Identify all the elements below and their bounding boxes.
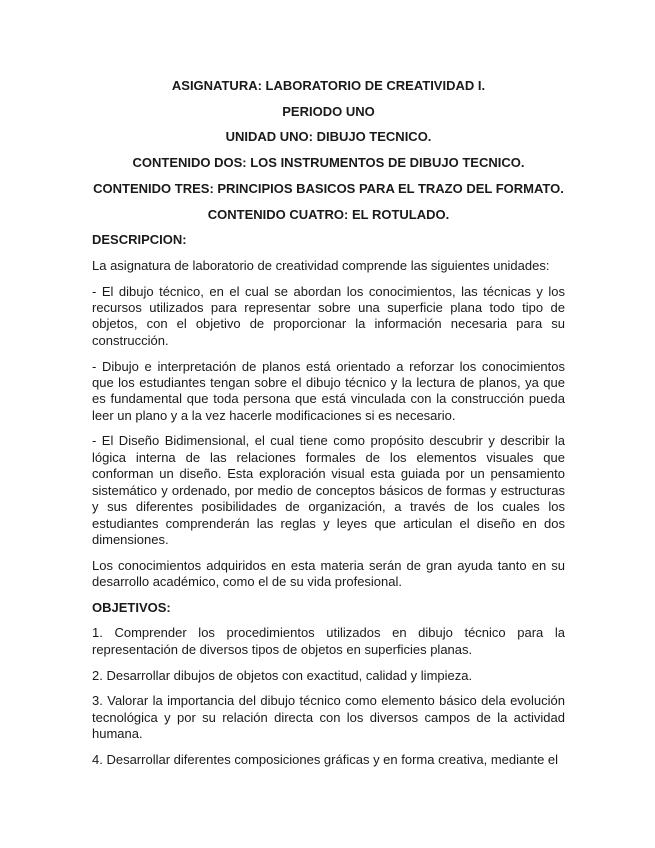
descripcion-label: DESCRIPCION: bbox=[92, 232, 187, 248]
heading-asignatura: ASIGNATURA: LABORATORIO DE CREATIVIDAD I. bbox=[171, 78, 486, 93]
objetivo-item: 2. Desarrollar dibujos de objetos con exactitud, calidad y limpieza. bbox=[92, 667, 473, 683]
objetivo-item: 1. Comprender los procedimientos utilizados en dibujo técnico para la representación de diversos tipos de objetos en superficies planas. bbox=[92, 625, 565, 657]
objetivo-item: 4. Desarrollar diferentes composiciones gráficas y en forma creativa, mediante el bbox=[92, 751, 559, 767]
descripcion-paragraph: - El dibujo técnico, en el cual se abordan los conocimientos, las técnicas y los recursos utilizados para representar sobre una superficie plana todo tipo de objetos, con el objetivo de proporcionar la información necesaria para su construcción. bbox=[92, 283, 565, 348]
heading-contenido-dos: CONTENIDO DOS: LOS INSTRUMENTOS DE DIBUJO TECNICO. bbox=[132, 155, 525, 171]
objetivos-label: OBJETIVOS: bbox=[92, 599, 171, 615]
descripcion-paragraph: La asignatura de laboratorio de creatividad comprende las siguientes unidades: bbox=[92, 257, 550, 273]
objetivo-item: 3. Valorar la importancia del dibujo técnico como elemento básico dela evolución tecnológica y por su relación directa con los diversos campos de la actividad humana. bbox=[92, 693, 565, 742]
heading-unidad: UNIDAD UNO: DIBUJO TECNICO. bbox=[225, 129, 432, 145]
descripcion-paragraph: - Dibujo e interpretación de planos está orientado a reforzar los conocimientos que los estudiantes tengan sobre el dibujo técnico y la lectura de planos, ya que es fundamental que toda persona que está vinculada con la construcción pueda leer un plano y a la vez hacerle modificaciones si es necesario. bbox=[92, 358, 565, 423]
heading-periodo: PERIODO UNO bbox=[282, 103, 375, 119]
document-page bbox=[92, 78, 565, 768]
heading-contenido-tres: CONTENIDO TRES: PRINCIPIOS BASICOS PARA EL TRAZO DEL FORMATO. bbox=[93, 180, 564, 196]
heading-contenido-cuatro: CONTENIDO CUATRO: EL ROTULADO. bbox=[207, 206, 450, 222]
descripcion-paragraph: Los conocimientos adquiridos en esta materia serán de gran ayuda tanto en su desarrollo académico, como el de su vida profesional. bbox=[92, 557, 565, 590]
descripcion-paragraph: - El Diseño Bidimensional, el cual tiene como propósito descubrir y describir la lógica interna de las relaciones formales de los elementos visuales que conforman un diseño. Esta exploración visual esta guiada por un pensamiento sistemático y ordenado, por medio de conceptos básicos de formas y estructuras y sus diferentes posibilidades de organización, a través de los cuales los estudiantes comprenderán las reglas y leyes que articulan el diseño en dos dimensiones. bbox=[92, 433, 565, 547]
